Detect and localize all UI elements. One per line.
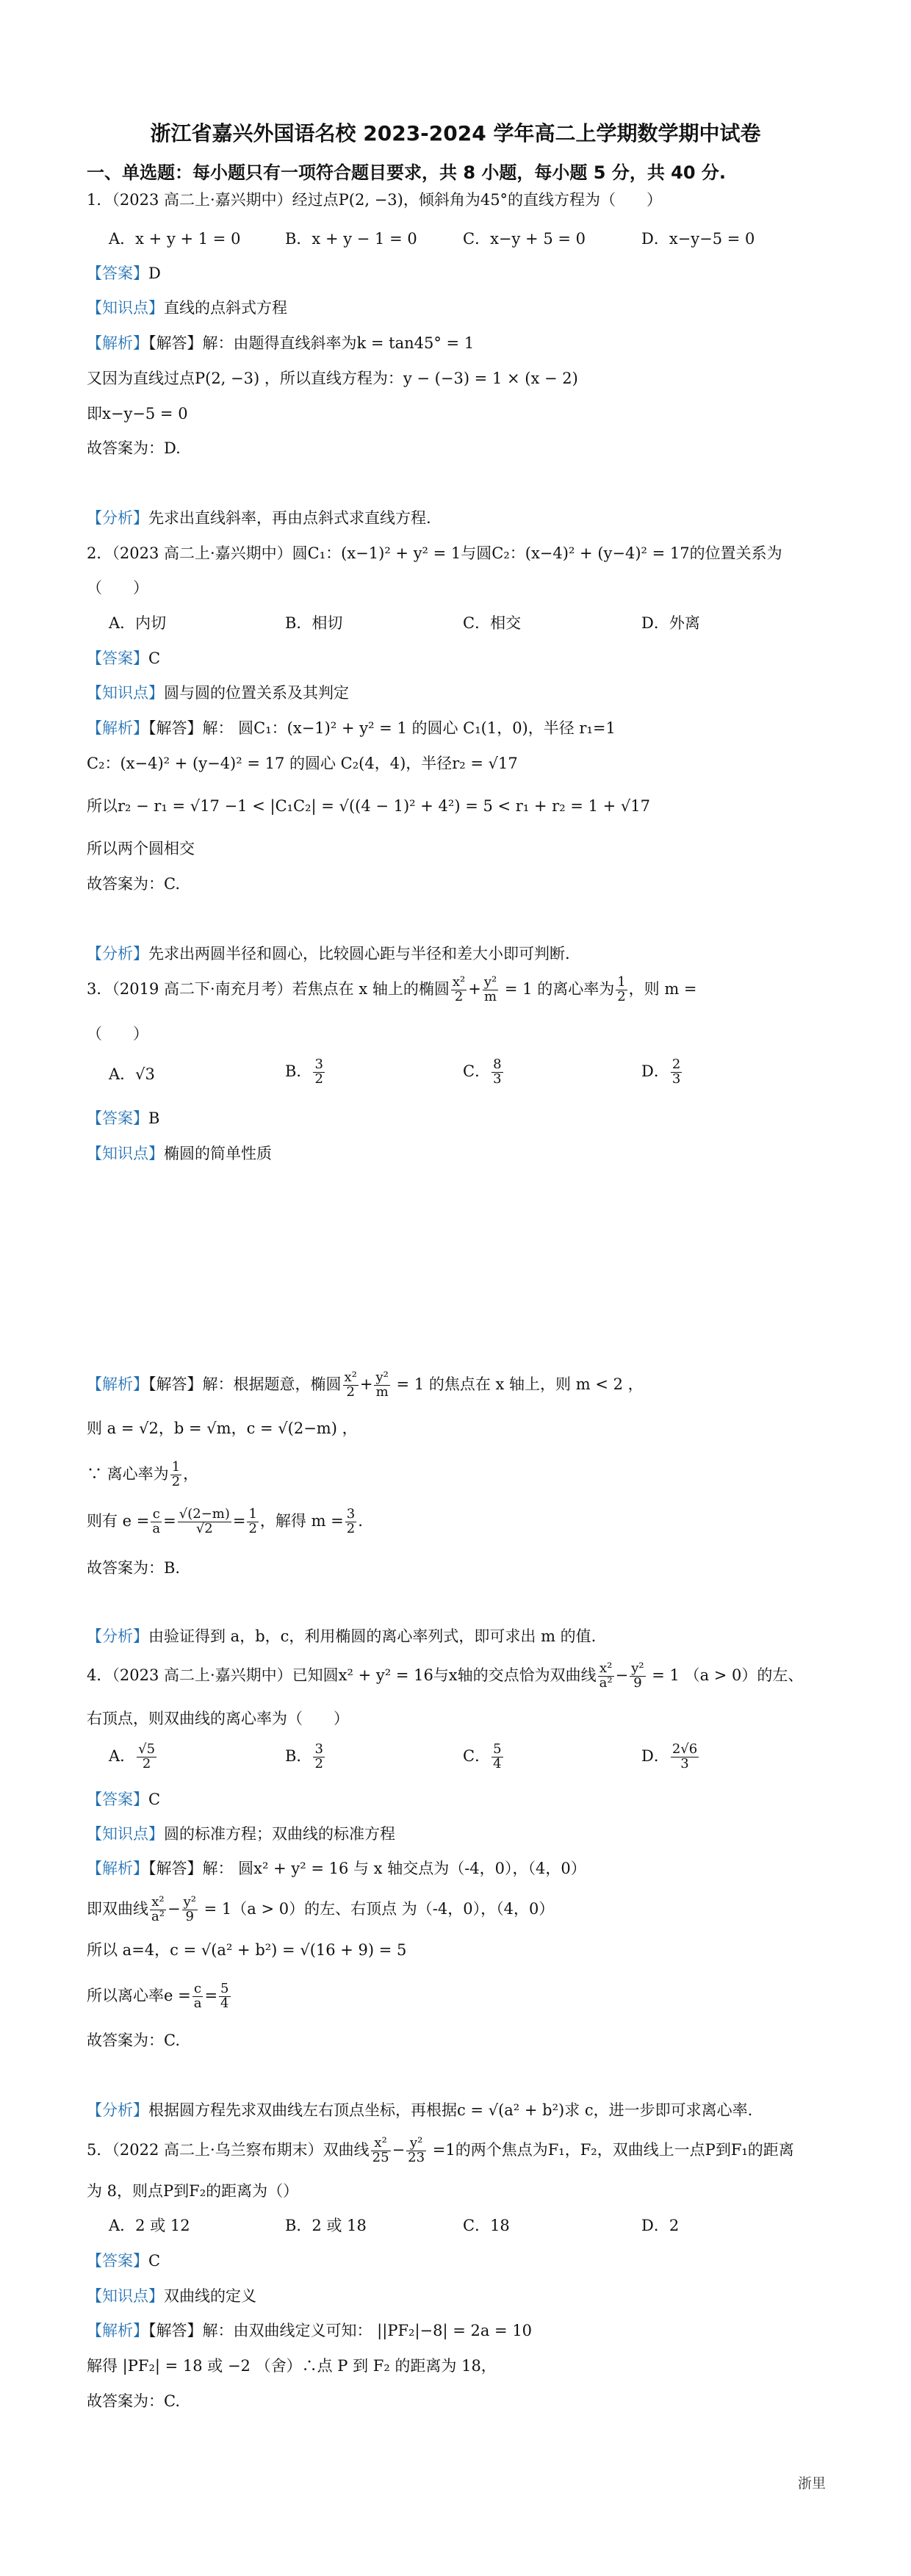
q1-solution-line4: 故答案为：D.: [87, 439, 181, 457]
option-letter: B．: [285, 1746, 312, 1765]
q5-option-c: C．18: [463, 2217, 510, 2234]
fraction: [406, 2137, 426, 2165]
fenxi-label: 【分析】: [87, 2101, 148, 2119]
q3-answer: B: [148, 1109, 160, 1127]
q3-knowledge-line: [87, 1145, 272, 1163]
fraction: [219, 1982, 230, 2011]
q1-option-d: D．x−y−5 = 0: [641, 230, 755, 248]
knowledge-label: 【知识点】: [87, 1145, 164, 1162]
q1-solution-text1: 解：由题得直线斜率为k = tan45° = 1: [202, 334, 475, 352]
analysis-label: 【解析】: [87, 719, 148, 737]
page-title: 浙江省嘉兴外国语名校 2023-2024 学年高二上学期数学期中试卷: [150, 121, 761, 145]
fraction: [616, 976, 627, 1004]
denominator: 2: [171, 1473, 181, 1489]
q5-solution-line3: 故答案为：C.: [87, 2392, 180, 2410]
fraction: [192, 1982, 204, 2011]
numerator: 2√6: [671, 1741, 698, 1757]
numerator: x²: [371, 2137, 391, 2151]
q4-stem-pre: 4．（2023 高二上·嘉兴期中）已知圆x² + y² = 16与x轴的交点恰为双曲线: [87, 1666, 597, 1684]
denominator: a: [152, 1520, 161, 1536]
q1-knowledge-line: [87, 299, 287, 317]
q4-analysis-line: [87, 2101, 752, 2120]
q3-solution-text4-post: .: [358, 1511, 363, 1530]
denominator: 2: [454, 988, 464, 1004]
denominator: a²: [151, 1908, 165, 1924]
fraction: [374, 1371, 389, 1400]
q5-knowledge: 双曲线的定义: [164, 2287, 256, 2305]
denominator: 2: [346, 1520, 356, 1536]
q3-answer-line: [87, 1109, 159, 1128]
fraction: [150, 1896, 166, 1924]
q5-stem-pre: 5．（2022 高二上·乌兰察布期末）双曲线: [87, 2140, 370, 2159]
q5-solution-text1: 解：由双曲线定义可知： ||PF₂|−8| = 2a = 10: [202, 2322, 533, 2339]
q3-solution-text4-mid: ，解得 m =: [259, 1511, 344, 1530]
fraction: [343, 1371, 359, 1400]
q1-analysis: 先求出直线斜率，再由点斜式求直线方程.: [148, 509, 431, 527]
numerator: c: [192, 1982, 204, 1997]
fraction: [451, 976, 467, 1004]
denominator: 3: [680, 1755, 689, 1771]
numerator: 3: [314, 1057, 323, 1072]
q2-solution-text1: 解： 圆C₁：(x−1)² + y² = 1 的圆心 C₁(1，0)，半径 r₁=1: [202, 719, 616, 737]
analysis-label: 【解析】: [87, 2322, 148, 2339]
q3-stem-line2: （ ）: [87, 1025, 148, 1043]
q3-knowledge: 椭圆的简单性质: [164, 1145, 272, 1162]
q1-solution-line1: [87, 334, 474, 353]
q1-solution-line2: 又因为直线过点P(2, −3) ，所以直线方程为：y − (−3) = 1 × (x − 2): [87, 370, 578, 387]
fraction: [371, 2137, 391, 2165]
knowledge-label: 【知识点】: [87, 1825, 164, 1843]
q2-solution-line1: [87, 719, 616, 738]
q4-option-a: [109, 1743, 158, 1771]
page-footer: 浙里: [797, 2475, 826, 2492]
q4-solution-text4: 所以离心率e =: [87, 1986, 191, 2004]
q5-stem-line2: 为 8，则点P到F₂的距离为（）: [87, 2182, 299, 2200]
fraction: [671, 1743, 699, 1771]
q3-stem-line1: 3．（2019 高二下·南充月考）若焦点在 x 轴上的椭圆 $\frac{\text{x²}}{2}$ + $\frac{\text{y²}}{m}$ = 1 的离心率为 $\frac{1}{2}$ ，则 m =: [87, 974, 697, 1004]
q3-stem-pre: 3．（2019 高二下·南充月考）若焦点在 x 轴上的椭圆: [87, 979, 450, 998]
numerator: x²: [344, 1370, 357, 1385]
denominator: 4: [493, 1755, 502, 1771]
q4-solution-text2: 即双曲线: [87, 1899, 148, 1918]
option-letter: A．: [109, 1746, 136, 1765]
q4-solution-text1: 解： 圆x² + y² = 16 与 x 轴交点为（-4，0），（4，0）: [202, 1860, 586, 1877]
q4-option-d: [641, 1743, 700, 1771]
fenxi-label: 【分析】: [87, 509, 148, 527]
q4-answer-line: [87, 1791, 160, 1809]
answer-label: 【答案】: [87, 650, 148, 667]
knowledge-label: 【知识点】: [87, 299, 164, 317]
q1-stem: 1．（2023 高二上·嘉兴期中）经过点P(2, −3)，倾斜角为45°的直线方程为（ ）: [87, 191, 663, 209]
option-letter: C．: [463, 1746, 491, 1765]
denominator: a: [193, 1995, 202, 2011]
q3-solution-line1: 【解析】【解答】解：根据题意，椭圆 $\frac{\text{x²}}{2}$ + $\frac{\text{y²}}{m}$ = 1 的焦点在 x 轴上，则 m < 2 ，: [87, 1370, 644, 1400]
denominator: 3: [493, 1071, 502, 1087]
denominator: 2: [314, 1755, 323, 1771]
q3-solution-line4: 则有 e = $\frac{c}{a}$ = $\frac{√(2-m)}{√2}$ = $\frac{1}{2}$ ，解得 m = $\frac{3}{2}$ .: [87, 1506, 363, 1536]
numerator: x²: [150, 1896, 166, 1910]
q4-stem-post: = 1 （a > 0）的左、: [647, 1666, 804, 1684]
q4-analysis: 根据圆方程先求双曲线左右顶点坐标，再根据c = √(a² + b²)求 c，进一步即可求离心率.: [148, 2101, 753, 2119]
fraction: [247, 1508, 258, 1536]
q4-solution-line2: 即双曲线 $\frac{\text{x²}}{\text{a²}}$ − $\frac{\text{y²}}{9}$ = 1（a > 0）的左、右顶点 为（-4，0），（4，0）: [87, 1894, 555, 1924]
denominator: 9: [185, 1908, 194, 1924]
denominator: a²: [599, 1674, 613, 1691]
solution-label: 【解答】: [148, 719, 203, 737]
numerator: y²: [406, 2137, 426, 2151]
option-letter: D．: [641, 1062, 669, 1080]
q1-option-b: B．x + y − 1 = 0: [285, 230, 417, 248]
denominator: m: [484, 988, 497, 1004]
knowledge-label: 【知识点】: [87, 684, 164, 702]
numerator: y²: [375, 1370, 389, 1385]
denominator: 2: [346, 1384, 355, 1400]
numerator: √(2−m): [179, 1506, 230, 1522]
q4-knowledge: 圆的标准方程；双曲线的标准方程: [164, 1825, 395, 1843]
numerator: 5: [493, 1741, 502, 1757]
denominator: 2: [314, 1071, 323, 1087]
denominator: 23: [408, 2149, 425, 2165]
q2-option-b: B．相切: [285, 614, 343, 632]
q3-stem-mid: = 1 的离心率为: [500, 979, 615, 998]
q2-solution-line3: 所以r₂ − r₁ = √17 −1 < |C₁C₂| = √((4 − 1)² + 4²) = 5 < r₁ + r₂ = 1 + √17: [87, 797, 650, 815]
q5-stem-post: =1的两个焦点为F₁，F₂，双曲线上一点P到F₁的距离: [428, 2140, 794, 2159]
q3-solution-text1: 解：根据题意，椭圆: [202, 1375, 342, 1393]
q4-stem-line1: 4．（2023 高二上·嘉兴期中）已知圆x² + y² = 16与x轴的交点恰为双曲线 $\frac{\text{x²}}{\text{a²}}$ − $\frac{\text{y²}}{9}$ = 1 （a > 0）的左、: [87, 1661, 804, 1691]
q3-option-c: [463, 1058, 505, 1087]
analysis-label: 【解析】: [87, 1375, 148, 1393]
option-letter: B．: [285, 1062, 312, 1080]
denominator: m: [375, 1384, 389, 1400]
q4-option-c: [463, 1743, 505, 1771]
solution-label: 【解答】: [148, 2322, 203, 2339]
numerator: 3: [314, 1741, 323, 1757]
numerator: 3: [346, 1506, 356, 1522]
solution-label: 【解答】: [148, 1375, 203, 1393]
q3-option-d: [641, 1058, 683, 1087]
numerator: y²: [631, 1661, 644, 1676]
fraction: [313, 1058, 324, 1087]
denominator: 2: [248, 1520, 257, 1536]
q2-solution-line2: C₂：(x−4)² + (y−4)² = 17 的圆心 C₂(4，4)，半径r₂ = √17: [87, 755, 518, 772]
fraction: [170, 1461, 181, 1489]
q2-knowledge: 圆与圆的位置关系及其判定: [164, 684, 349, 702]
q3-option-a: A．√3: [109, 1065, 155, 1083]
q2-answer: C: [148, 650, 161, 667]
q3-solution-text4: 则有 e =: [87, 1511, 150, 1530]
numerator: 5: [220, 1981, 229, 1996]
q3-analysis-line: [87, 1627, 596, 1646]
q2-answer-line: [87, 650, 160, 668]
fraction: [630, 1662, 645, 1691]
denominator: 3: [671, 1071, 681, 1087]
analysis-label: 【解析】: [87, 1860, 148, 1877]
q2-option-a: A．内切: [109, 614, 167, 632]
q2-stem-line2: （ ）: [87, 579, 148, 597]
fraction: [182, 1896, 198, 1924]
q3-solution-text3: ∵ 离心率为: [87, 1464, 169, 1483]
q4-solution-line4: 所以离心率e = $\frac{c}{a}$ = $\frac{5}{4}$: [87, 1981, 229, 2011]
q4-solution-text2-post: = 1（a > 0）的左、右顶点 为（-4，0），（4，0）: [198, 1899, 555, 1918]
q5-option-a: A．2 或 12: [109, 2217, 190, 2234]
q4-stem-line2: 右顶点，则双曲线的离心率为（ ）: [87, 1710, 349, 1727]
solution-label: 【解答】: [148, 334, 203, 352]
fenxi-label: 【分析】: [87, 945, 148, 963]
denominator: 4: [220, 1995, 229, 2011]
q2-option-d: D．外离: [641, 614, 700, 632]
q5-solution-line2: 解得 |PF₂| = 18 或 −2 （舍）∴点 P 到 F₂ 的距离为 18，: [87, 2357, 497, 2375]
numerator: c: [151, 1508, 162, 1522]
answer-label: 【答案】: [87, 1109, 148, 1127]
q4-knowledge-line: [87, 1825, 395, 1843]
q4-solution-line5: 故答案为：C.: [87, 2032, 180, 2049]
answer-label: 【答案】: [87, 1791, 148, 1808]
fraction: [178, 1508, 231, 1536]
q5-option-d: D．2: [641, 2217, 680, 2234]
numerator: 1: [617, 974, 626, 990]
q3-option-b: [285, 1058, 326, 1087]
answer-label: 【答案】: [87, 265, 148, 282]
q3-solution-line3: [87, 1461, 198, 1489]
q5-solution-line1: [87, 2322, 532, 2340]
q3-stem-post: ，则 m =: [628, 979, 697, 998]
q4-solution-line3: 所以 a=4，c = √(a² + b²) = √(16 + 9) = 5: [87, 1941, 407, 1959]
q5-answer-line: [87, 2252, 160, 2270]
numerator: 1: [248, 1506, 257, 1522]
q2-option-c: C．相交: [463, 614, 522, 632]
q3-solution-line2: 则 a = √2，b = √m，c = √(2−m) ，: [87, 1420, 358, 1437]
q1-analysis-line: [87, 509, 431, 528]
q1-knowledge: 直线的点斜式方程: [164, 299, 287, 317]
q3-solution-line5: 故答案为：B.: [87, 1559, 181, 1577]
knowledge-label: 【知识点】: [87, 2287, 164, 2305]
fraction: [598, 1662, 614, 1691]
q2-knowledge-line: [87, 684, 349, 702]
q3-analysis: 由验证得到 a，b，c，利用椭圆的离心率列式，即可求出 m 的值.: [148, 1627, 597, 1645]
q3-solution-text3-post: ，: [183, 1464, 199, 1483]
fraction: [491, 1743, 503, 1771]
fenxi-label: 【分析】: [87, 1627, 148, 1645]
q3-solution-text1-post: = 1 的焦点在 x 轴上，则 m < 2 ，: [391, 1375, 644, 1393]
fraction: [345, 1508, 356, 1536]
analysis-label: 【解析】: [87, 334, 148, 352]
denominator: 25: [372, 2149, 389, 2165]
numerator: 2: [671, 1057, 681, 1072]
q4-solution-line1: [87, 1860, 586, 1878]
q1-solution-line3: 即x−y−5 = 0: [87, 405, 188, 422]
q4-option-b: [285, 1743, 326, 1771]
q1-option-a: A．x + y + 1 = 0: [109, 230, 241, 248]
section-heading: 一、单选题：每小题只有一项符合题目要求，共 8 小题，每小题 5 分，共 40 分.: [87, 162, 727, 183]
denominator: 9: [633, 1674, 642, 1691]
fraction: [137, 1743, 156, 1771]
q5-stem-line1: 5．（2022 高二上·乌兰察布期末）双曲线 $\frac{\text{x²}}{25}$ − $\frac{\text{y²}}{23}$ =1的两个焦点为F₁，F₂，双曲线上一点P到F₁的距离: [87, 2135, 794, 2165]
numerator: 1: [171, 1459, 181, 1475]
fraction: [491, 1058, 503, 1087]
option-letter: D．: [641, 1746, 669, 1765]
q2-analysis-line: [87, 945, 570, 963]
fraction: [483, 976, 498, 1004]
q2-solution-line4: 所以两个圆相交: [87, 840, 195, 857]
q4-answer: C: [148, 1791, 161, 1808]
q2-solution-line5: 故答案为：C.: [87, 875, 180, 893]
numerator: x²: [452, 974, 466, 990]
fraction: [151, 1508, 162, 1536]
solution-label: 【解答】: [148, 1860, 203, 1877]
q1-option-c: C．x−y + 5 = 0: [463, 230, 586, 248]
fraction: [313, 1743, 324, 1771]
numerator: 8: [493, 1057, 502, 1072]
q1-answer-line: [87, 265, 161, 283]
q5-option-b: B．2 或 18: [285, 2217, 367, 2234]
denominator: √2: [195, 1520, 213, 1536]
numerator: y²: [183, 1894, 196, 1910]
q2-analysis: 先求出两圆半径和圆心，比较圆心距与半径和差大小即可判断.: [148, 945, 570, 963]
q1-answer: D: [148, 265, 161, 282]
option-letter: C．: [463, 1062, 491, 1080]
answer-label: 【答案】: [87, 2252, 148, 2270]
denominator: 2: [142, 1755, 151, 1771]
q5-answer: C: [148, 2252, 161, 2270]
fraction: [671, 1058, 682, 1087]
q2-stem-line1: 2．（2023 高二上·嘉兴期中）圆C₁：(x−1)² + y² = 1与圆C₂：(x−4)² + (y−4)² = 17的位置关系为: [87, 544, 782, 562]
numerator: x²: [598, 1662, 614, 1677]
q5-knowledge-line: [87, 2287, 256, 2306]
denominator: 2: [617, 988, 626, 1004]
numerator: √5: [138, 1741, 156, 1757]
numerator: y²: [483, 974, 497, 990]
